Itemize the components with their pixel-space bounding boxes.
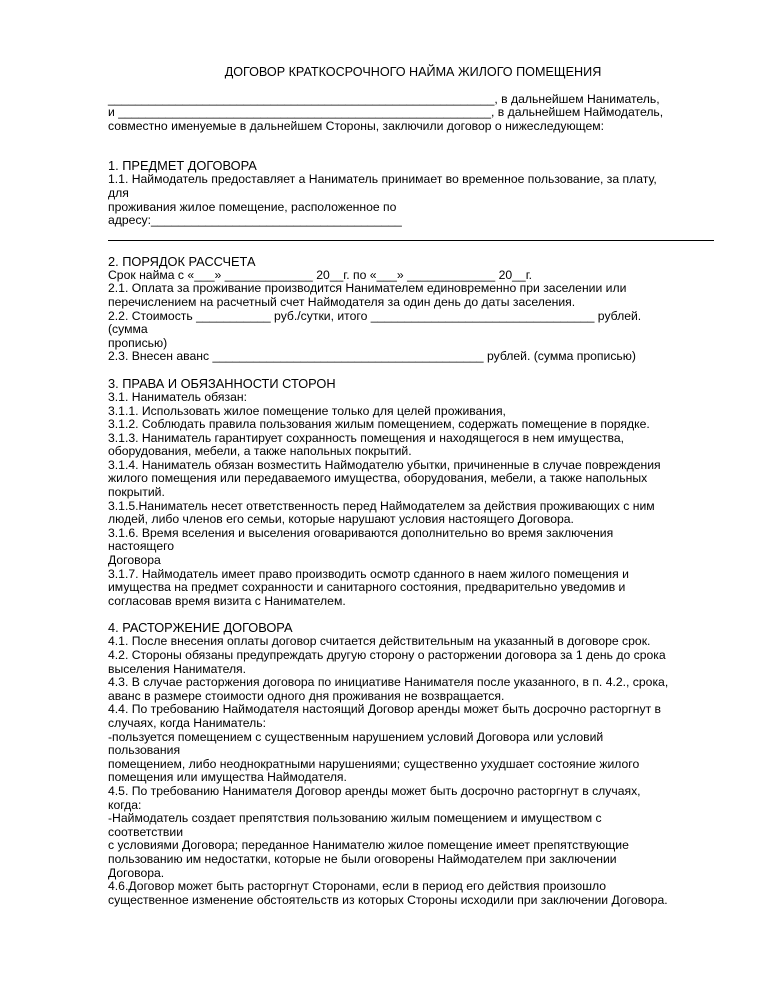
section-heading: 1. ПРЕДМЕТ ДОГОВОРА <box>108 158 257 174</box>
paragraph-line: прописью) <box>108 335 168 350</box>
paragraph-line: 3.1.2. Соблюдать правила пользования жилым помещением, содержать помещение в порядке. <box>108 417 650 432</box>
paragraph-line: оборудования, мебели, а также напольных покрытий. <box>108 444 412 459</box>
paragraph-line: Срок найма с «___» _____________ 20__г. по «___» _____________ 20__г. <box>108 267 533 282</box>
paragraph-line: для <box>108 185 129 200</box>
paragraph-line: перечислением на расчетный счет Наймодателя за один день до даты заселения. <box>108 294 576 309</box>
paragraph-line: 4.4. По требованию Наймодателя настоящий Договор аренды может быть досрочно расторгнут в <box>108 702 662 717</box>
paragraph-line: 1.1. Наймодатель предоставляет а Наниматель принимает во временное пользование, за плату, <box>108 172 657 187</box>
paragraph-line: 2.2. Стоимость ___________ руб./сутки, итого _________________________________ рублей. <box>108 308 642 323</box>
preamble-line: _________________________________________________________, в дальнейшем Наниматель, <box>108 91 660 106</box>
paragraph-line: 3.1.1. Использовать жилое помещение только для целей проживания, <box>108 403 506 418</box>
paragraph-line: 4.1. После внесения оплаты договор считается действительным на указанный в договоре срок. <box>108 634 651 649</box>
paragraph-line: настоящего <box>108 539 175 554</box>
paragraph-line: пользованию им недостатки, которые не были оговорены Наймодателем при заключении <box>108 851 617 866</box>
paragraph-line: помещения или имущества Наймодателя. <box>108 770 347 785</box>
paragraph-line: адресу:_____________________________________ <box>108 213 402 228</box>
paragraph-line: соответствии <box>108 824 184 839</box>
paragraph-line: -пользуется помещением с существенным нарушением условий Договора или условий <box>108 729 604 744</box>
paragraph-line: 3.1.7. Наймодатель имеет право производить осмотр сданного в наем жилого помещения и <box>108 566 629 581</box>
paragraph-line: (сумма <box>108 322 148 337</box>
paragraph-line: Договора <box>108 553 161 568</box>
paragraph-line: Договора. <box>108 865 165 880</box>
paragraph-line: 4.6.Договор может быть расторгнут Сторонами, если в период его действия произошло <box>108 879 607 894</box>
paragraph-line: пользования <box>108 743 181 758</box>
section-heading: 2. ПОРЯДОК РАССЧЕТА <box>108 253 256 269</box>
section-2 <box>108 255 718 364</box>
paragraph-line: 4.2. Стороны обязаны предупреждать другую сторону о расторжении договора за 1 день до срока <box>108 648 666 662</box>
paragraph-line: людей, либо членов его семьи, которые нарушают условия настоящего Договора. <box>108 512 574 527</box>
section-1 <box>108 159 718 240</box>
paragraph-line: 2.1. Оплата за проживание производится Нанимателем единовременно при заселении или <box>108 281 627 296</box>
paragraph-line: 3.1. Наниматель обязан: <box>108 389 247 404</box>
section-heading: 3. ПРАВА И ОБЯЗАННОСТИ СТОРОН <box>108 375 336 391</box>
paragraph-line: 3.1.5.Наниматель несет ответственность перед Наймодателем за действия проживающих с ним <box>108 498 655 513</box>
preamble <box>108 93 718 134</box>
paragraph-line: помещением, либо неоднократными нарушениями; существенно ухудшает состояние жилого <box>108 756 640 771</box>
section-4 <box>108 621 718 907</box>
section-3 <box>108 377 718 609</box>
paragraph-line: 3.1.3. Наниматель гарантирует сохранность помещения и находящегося в нем имущества, <box>108 430 625 445</box>
paragraph-line: аванс в размере стоимости одного дня проживания не возвращается. <box>108 688 505 703</box>
paragraph-line: 4.3. В случае расторжения договора по инициативе Нанимателя после указанного, в п. 4.2., срока, <box>108 675 669 690</box>
paragraph-line: существенное изменение обстоятельств из которых Стороны исходили при заключении Договора. <box>108 892 668 907</box>
document-title: ДОГОВОР КРАТКОСРОЧНОГО НАЙМА ЖИЛОГО ПОМЕЩЕНИЯ <box>224 65 602 79</box>
paragraph-line: имущества на предмет сохранности и санитарного состояния, предварительно уведомив и <box>108 580 626 595</box>
document-page <box>108 66 718 907</box>
paragraph-line: случаях, когда Наниматель: <box>108 715 266 730</box>
paragraph-line: 4.5. По требованию Нанимателя Договор аренды может быть досрочно расторгнут в случаях, <box>108 783 641 798</box>
paragraph-line: 3.1.4. Наниматель обязан возместить Наймодателю убытки, причиненные в случае повреждения <box>108 457 661 472</box>
section-heading: 4. РАСТОРЖЕНИЕ ДОГОВОРА <box>108 620 293 636</box>
paragraph-line: когда: <box>108 797 142 812</box>
paragraph-line: 3.1.6. Время вселения и выселения оговариваются дополнительно во время заключения <box>108 525 614 540</box>
paragraph-line: согласовав время визита с Нанимателем. <box>108 593 346 608</box>
preamble-line: совместно именуемые в дальнейшем Стороны, заключили договор о нижеследующем: <box>108 118 605 133</box>
preamble-line: и _______________________________________________________, в дальнейшем Наймодатель, <box>108 105 664 120</box>
paragraph-line: с условиями Договора; переданное Нанимателю жилое помещение имеет препятствующие <box>108 838 629 853</box>
address-underline <box>108 228 714 241</box>
paragraph-line: выселения Нанимателя. <box>108 661 247 676</box>
paragraph-line: жилого помещения или передаваемого имущества, оборудования, мебели, а также напольных <box>108 471 648 486</box>
paragraph-line: покрытий. <box>108 485 165 500</box>
paragraph-line: -Наймодатель создает препятствия пользованию жилым помещением и имуществом с <box>108 811 602 826</box>
paragraph-line: 2.3. Внесен аванс ________________________________________ рублей. (сумма прописью) <box>108 349 636 364</box>
paragraph-line: проживания жилое помещение, расположенное по <box>108 199 397 214</box>
